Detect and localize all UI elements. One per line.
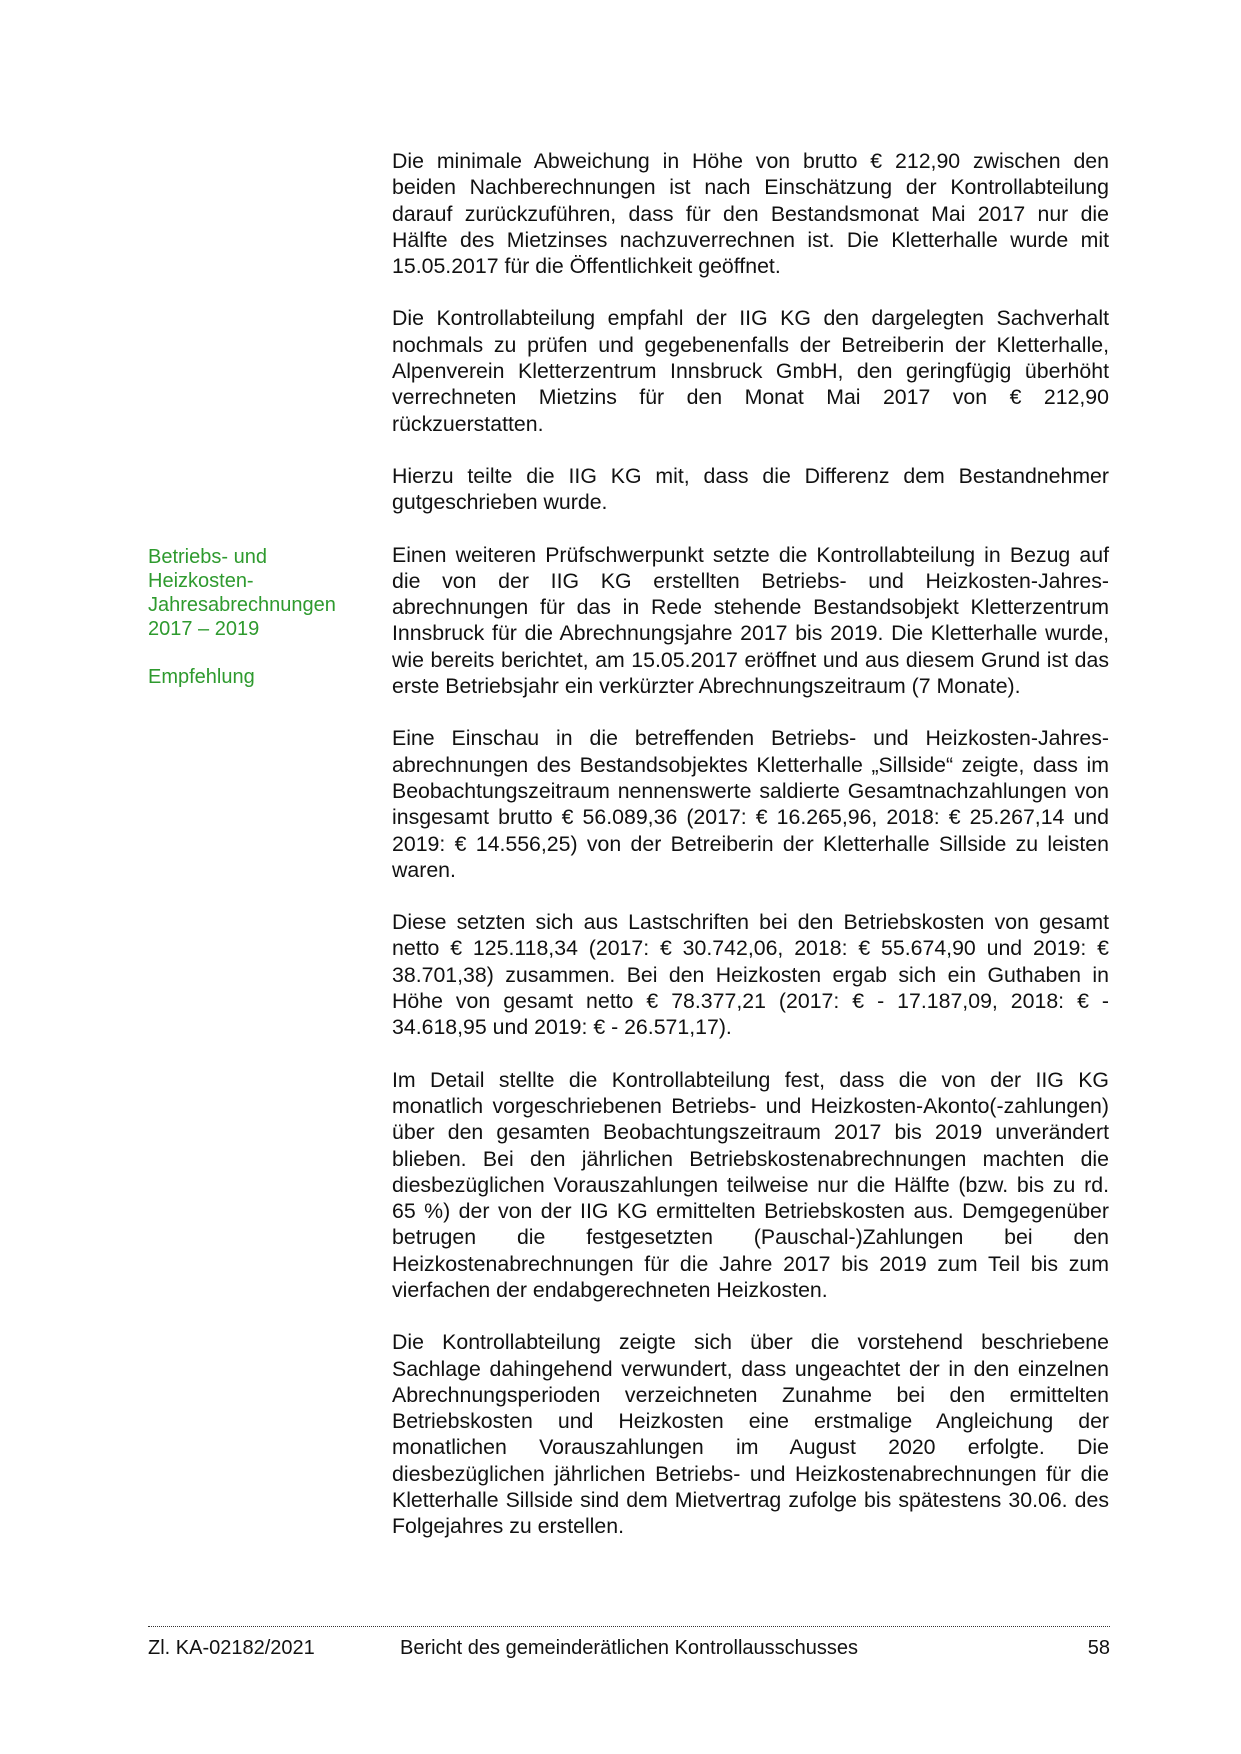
paragraph: Einen weiteren Prüfschwerpunkt setzte die Kontrollabteilung in Bezug auf die von der IIG KG erstellten Betriebs- und Heizkosten-Jahresabrechnungen für das in Rede stehende Bestandsobjekt Kletterzentrum Innsbruck für die Abrechnungsjahre 2017 bis 2019. Die Kletterhalle wurde, wie bereits berichtet, am 15.05.2017 eröffnet und aus diesem Grund ist das erste Betriebsjahr ein verkürzter Abrechnungszeitraum (7 Monate).: [392, 542, 1109, 699]
margin-note-section-heading: Betriebs- und Heizkosten-Jahresabrechnungen 2017 – 2019: [148, 546, 336, 640]
main-text: [392, 148, 1109, 1566]
footer-reference: Zl. KA-02182/2021: [148, 1637, 315, 1659]
footer-report-title: Bericht des gemeinderätlichen Kontrollausschusses: [399, 1637, 859, 1659]
paragraph: Hierzu teilte die IIG KG mit, dass die Differenz dem Bestandnehmer gutgeschrieben wurde.: [392, 463, 1109, 515]
margin-notes: [148, 545, 358, 713]
paragraph: Die Kontrollabteilung zeigte sich über die vorstehend beschriebene Sachlage dahingehend verwundert, dass ungeachtet der in den einzelnen Abrechnungsperioden verzeichneten Zunahme bei den ermittelten Betriebskosten und Heizkosten eine erstmalige Angleichung der monatlichen Vorauszahlungen im August 2020 erfolgte. Die diesbezüglichen jährlichen Betriebs- und Heizkostenabrechnungen für die Kletterhalle Sillside sind dem Mietvertrag zufolge bis spätestens 30.06. des Folgejahres zu erstellen.: [392, 1330, 1109, 1539]
paragraph: Eine Einschau in die betreffenden Betriebs- und Heizkosten-Jahresabrechnungen des Bestandsobjektes Kletterhalle „Sillside“ zeigte, dass im Beobachtungszeitraum nennenswerte saldierte Gesamtnachzahlungen von insgesamt brutto € 56.089,36 (2017: € 16.265,96, 2018: € 25.267,14 und 2019: € 14.556,25) von der Betreiberin der Kletterhalle Sillside zu leisten waren.: [392, 726, 1109, 882]
margin-note-recommendation: Empfehlung: [148, 666, 255, 688]
footer-divider: [148, 1626, 1110, 1627]
page-number: 58: [1087, 1637, 1110, 1659]
paragraph: Diese setzten sich aus Lastschriften bei den Betriebskosten von gesamt netto € 125.118,34 (2017: € 30.742,06, 2018: € 55.674,90 und 2019: € 38.701,38) zusammen. Bei den Heizkosten ergab sich ein Guthaben in Höhe von gesamt netto € 78.377,21 (2017: € - 17.187,09, 2018: € - 34.618,95 und 2019: € - 26.571,17).: [392, 910, 1109, 1040]
paragraph: Die Kontrollabteilung empfahl der IIG KG den dargelegten Sachverhalt nochmals zu prüfen und gegebenenfalls der Betreiberin der Kletterhalle, Alpenverein Kletterzentrum Innsbruck GmbH, den geringfügig überhöht verrechneten Mietzins für den Monat Mai 2017 von € 212,90 rückzuerstatten.: [392, 306, 1109, 436]
paragraph: Im Detail stellte die Kontrollabteilung fest, dass die von der IIG KG monatlich vorgeschriebenen Betriebs- und Heizkosten-Akonto(-zahlungen) über den gesamten Beobachtungszeitraum 2017 bis 2019 unverändert blieben. Bei den jährlichen Betriebskostenabrechnungen machten die diesbezüglichen Vorauszahlungen teilweise nur die Hälfte (bzw. bis zu rd. 65 %) der von der IIG KG ermittelten Betriebskosten aus. Demgegenüber betrugen die festgesetzten (Pauschal-)Zahlungen bei den Heizkostenabrechnungen für die Jahre 2017 bis 2019 zum Teil bis zum vierfachen der endabgerechneten Heizkosten.: [392, 1067, 1109, 1302]
paragraph: Die minimale Abweichung in Höhe von brutto € 212,90 zwischen den beiden Nachberechnungen ist nach Einschätzung der Kontrollabteilung darauf zurückzuführen, dass für den Bestandsmonat Mai 2017 nur die Hälfte des Mietzinses nachzuverrechnen ist. Die Kletterhalle wurde mit 15.05.2017 für die Öffentlichkeit geöffnet.: [392, 149, 1109, 279]
